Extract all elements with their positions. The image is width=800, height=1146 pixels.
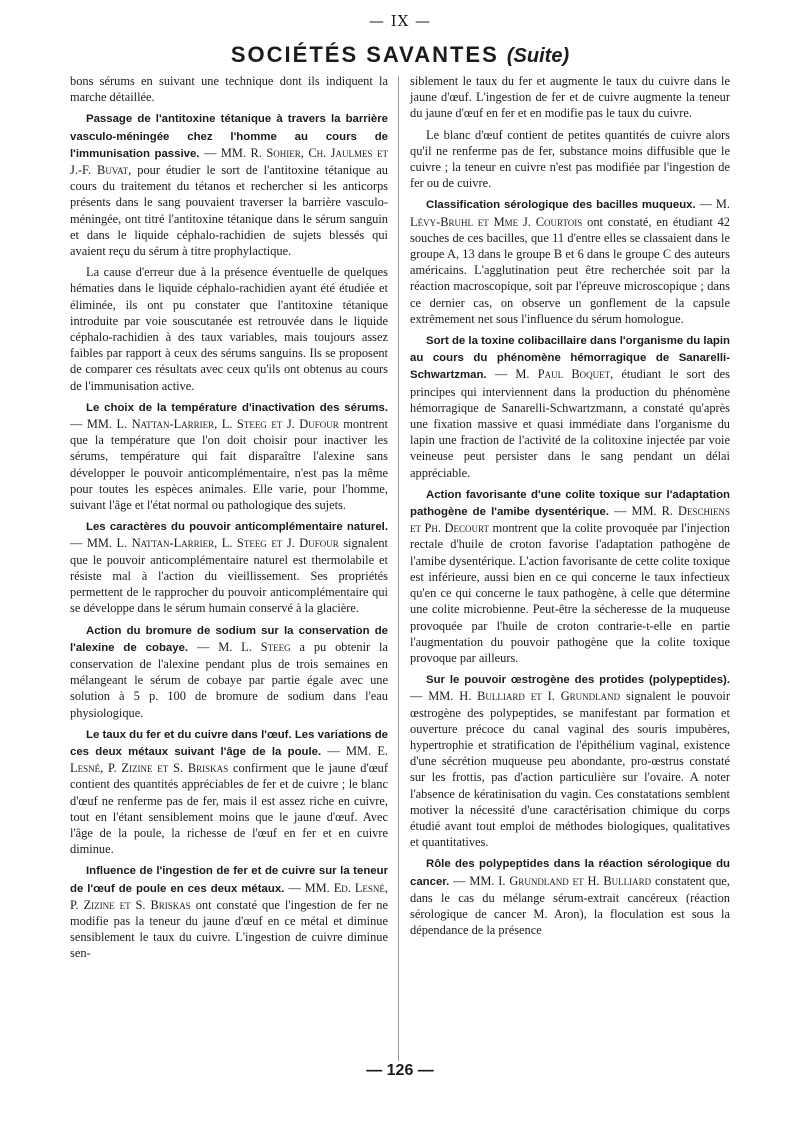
paragraph-heading: Action favorisante d'une colite toxique sur l'adaptation pathogène de l'amibe dysentérique. [410,488,730,519]
paragraph-text: constatent que, dans le cas du mélange sérum-extrait cancéreux (réaction sérologique de cancer M. Aron), la floculation est sous la dépendance de la présence [410,873,731,938]
right-column [410,73,730,943]
paragraph-authors: — MM. E. Lesné, P. Zizine et S. Briskas [70,743,388,776]
paragraph [70,264,388,394]
paragraph-heading: Le taux du fer et du cuivre dans l'œuf. Les variations de ces deux métaux suivant l'âge de la poule. [70,728,388,758]
paragraph [410,127,730,192]
paragraph [410,196,730,327]
section-title [0,42,800,68]
paragraph-text: confirment que le jaune d'œuf contient des quantités appréciables de fer et de cuivre ; le blanc d'œuf ne renferme pas de fer, mais il est assez riche en cuivre, tout en l'étant sensiblement moins que le jaune d'œuf. Avec l'âge de la poule, la richesse de l'œuf en fer et en cuivre diminue. [70,761,388,857]
paragraph-heading: Le choix de la température d'inactivation des sérums. [86,401,388,414]
paragraph [410,486,730,666]
paragraph-heading: Les caractères du pouvoir anticomplémentaire naturel. [86,521,388,534]
paragraph-heading: Sort de la toxine colibacillaire dans l'organisme du lapin au cours du phénomène hémorragique de Sanarelli-Schwartzman. [410,335,731,382]
paragraph-text: ont constaté, en étudiant 42 souches de ces bacilles, que 11 d'entre elles se classaient dans le groupe A, 13 dans le groupe B et 6 dans le groupe C des auteurs américains. L'agglutination peut être recherchée soit par la réaction macroscopique, soit par l'épreuve microscopique ; dans ce dernier cas, on observe un gonflement de la capsule extrêmement net sous l'influence du sérum homologue. [410,214,731,326]
paragraph [70,862,388,961]
paragraph [70,726,388,858]
page-number: — 126 — [366,1062,434,1079]
paragraph-heading: Sur le pouvoir œstrogène des protides (polypeptides). [426,674,730,687]
paragraph-authors: — MM. R. Deschiens et Ph. Decourt [410,504,730,536]
paragraph [70,73,388,105]
paragraph-authors: — MM. H. Bulliard et I. Grundland [410,689,621,704]
paragraph-text: montrent que la colite provoquée par l'injection rectale d'huile de croton favorise l'adaptation pathogène de l'amibe dysentérique. L'action favorisante de cette colite toxique est inférieure, aussi bien en ce qui concerne le taux infectieux qu'en ce qui concerne le taux pathogène, à celle que détermine une colite microbienne. Peut-être la sécheresse de la muqueuse provoquée par l'huile de croton contrarie-t-elle en partie l'augmentation du pouvoir pathogène que la colite toxique provoque par ailleurs. [410,521,730,665]
paragraph-heading: Classification sérologique des bacilles muqueux. [426,199,696,212]
paragraph-heading: Rôle des polypeptides dans la réaction sérologique du cancer. [410,858,730,888]
paragraph-authors: — MM. L. Nattan-Larrier, L. Steeg et J. Dufour [70,417,339,432]
paragraph-text: La cause d'erreur due à la présence éventuelle de quelques hématies dans le liquide céphalo-rachidien ayant été étudiée et éliminée, ils ont pu constater que l'antitoxine tétanique introduite par voie souscutanée est retrouvée dans le liquide céphalo-rachidien à des taux variables, mais toujours assez faibles par rapport à ceux des sérums sanguins. Ils se proposent de comparer ces résultats avec ceux qu'ils ont obtenus au cours de l'immunisation active. [70,265,388,393]
section-title-suite: (Suite) [506,45,570,67]
paragraph-text: signalent que le pouvoir anticomplémentaire naturel est thermolabile et résiste mal à l'action du vieillissement. Ses propriétés permettent de le rapprocher du pouvoir anticomplémentaire qui se développe dans le sérum humain conservé à la glacière. [70,536,388,616]
paragraph-authors: — MM. R. Sohier, Ch. Jaulmes et J.-F. Buvat, [70,145,388,178]
paragraph-text: étudiant le sort des principes qui interviennent dans la production du phénomène hémorragique de Sanarelli-Schwartzmann, a constaté qu'après une fixation massive et quasi immédiate dans l'organisme du lapin une fraction de l'activité de la colitoxine injectée par voie veineuse peut persister dans le sang pendant un délai appréciable. [410,367,730,480]
paragraph-heading: Passage de l'antitoxine tétanique à travers la barrière vasculo-méningée chez l'homme au cours de l'immunisation passive. [70,113,388,160]
paragraph [70,518,388,616]
paragraph-text: pour étudier le sort de l'antitoxine tétanique au cours du traitement du tétanos et rechercher si les anticorps présents dans le sang pouvaient traverser la barrière vasculo-méningée, ont titré l'antitoxine tétanique dans le sérum sanguin et dans le liquide céphalo-rachidien de sujets blessés qui avaient reçu du sérum à titre prophylactique. [70,163,388,259]
paragraph [70,622,388,721]
paragraph [410,73,730,122]
paragraph-authors: — M. Lévy-Bruhl et Mme J. Courtois [410,197,730,229]
paragraph-authors: — M. L. Steeg [196,639,291,654]
section-title-text: SOCIÉTÉS SAVANTES [230,42,499,67]
paragraph [70,110,388,259]
roman-page-header: — IX — [368,12,432,30]
paragraph-authors: — M. Paul Boquet, [494,367,614,382]
paragraph [70,399,388,513]
paragraph-text: bons sérums en suivant une technique dont ils indiquent la marche détaillée. [70,74,388,105]
paragraph [410,332,730,481]
paragraph-authors: — MM. Ed. Lesné, P. Zizine et S. Briskas [70,880,389,912]
paragraph-heading: Action du bromure de sodium sur la conservation de l'alexine de cobaye. [70,624,388,654]
paragraph-authors: — MM. L. Nattan-Larrier, L. Steeg et J. Dufour [70,536,339,551]
paragraph-text: montrent que la température que l'on doit choisir pour inactiver les sérums, température qui fait disparaître l'alexine sans développer le pouvoir anticomplémentaire, n'est pas la même pour toutes les espèces animales. Elle varie, pour l'homme, suivant l'âge et l'état normal ou pathologique des sujets. [70,417,388,513]
paragraph-text: siblement le taux du fer et augmente le taux du cuivre dans le jaune d'œuf. L'ingestion de fer et de cuivre augmente la teneur du jaune d'œuf en fer et en modifie pas le taux du cuivre. [410,74,730,121]
paragraph [410,671,730,850]
paragraph-text: Le blanc d'œuf contient de petites quantités de cuivre alors qu'il ne renferme pas de fer, substance moins diffusible que le cuivre ; la teneur en cuivre n'est pas modifiée par l'ingestion de fer ou de cuivre. [410,127,730,191]
left-column [70,73,388,967]
paragraph-heading: Influence de l'ingestion de fer et de cuivre sur la teneur de l'œuf de poule en ces deux métaux. [70,865,388,895]
paragraph-text: signalent le pouvoir œstrogène des polypeptides, se manifestant par formation et ouverture précoce du canal vaginal des souris impubères, hypertrophie et stratification de l'épithélium vaginal, existence d'une sécrétion muqueuse peu abondante, pro-œstrus constaté sur les frottis, pas d'action particulière sur l'ovaire. A noter l'absence de kératinisation du vagin. Ces constatations semblent motiver la nécessité d'une caractérisation chimique du corps étudié avant tout emploi de méthodes biologiques, qualitatives et quantitatives. [410,689,730,850]
paragraph-authors: — MM. I. Grundland et H. Bulliard [453,873,652,888]
paragraph-text: ont constaté que l'ingestion de fer ne modifie pas la teneur du jaune d'œuf en ce métal et diminue sensiblement le taux du cuivre. L'ingestion de cuivre diminue sen- [70,897,388,961]
column-divider [398,76,399,1061]
paragraph-text: a pu obtenir la conservation de l'alexine pendant plus de trois semaines en mélangeant le sérum de cobaye par partie égale avec une solution à 5 p. 100 de bromure de sodium dans l'eau physiologique. [70,639,388,720]
paragraph [410,855,730,938]
